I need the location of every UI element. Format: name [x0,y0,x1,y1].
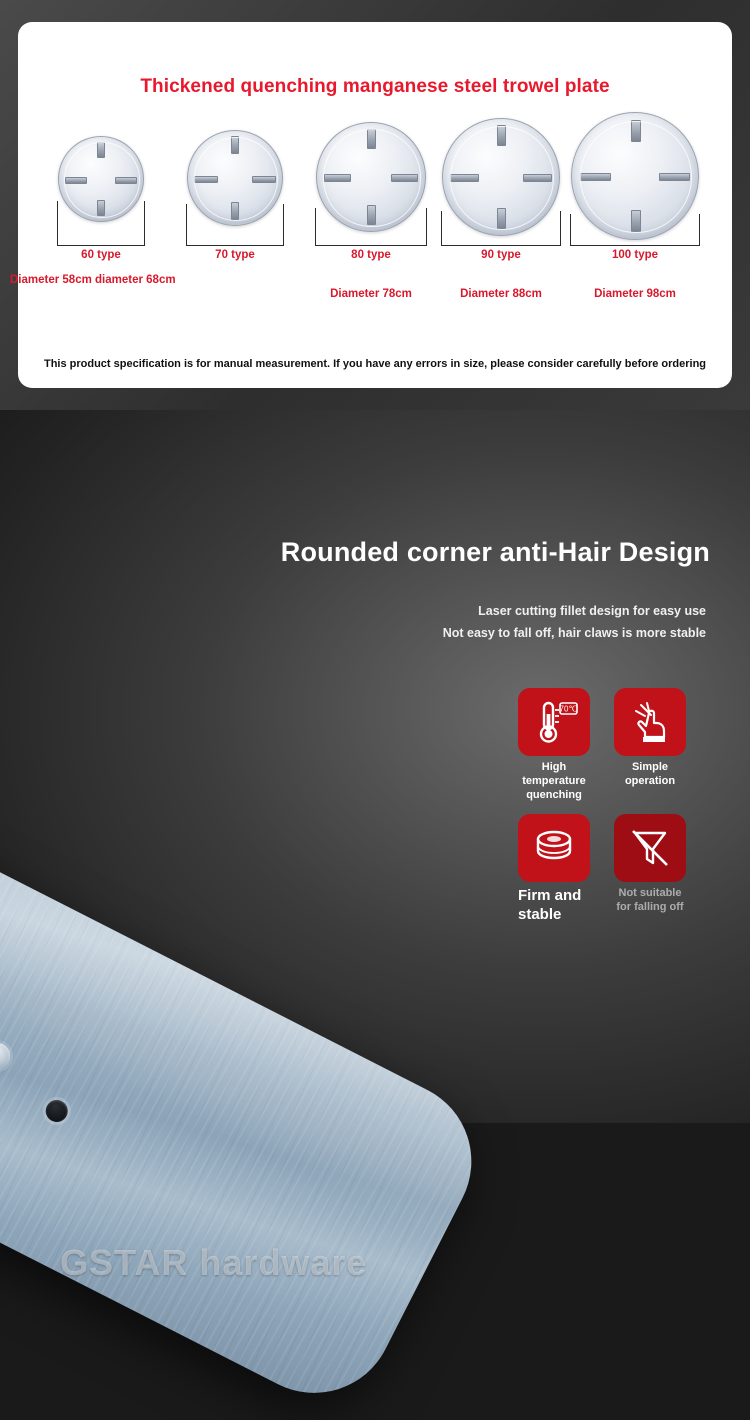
plate-graphic [170,116,300,246]
spec-note: This product specification is for manual measurement. If you have any errors in size, please consider carefully before ordering [43,358,707,371]
plate-label: 60 type [81,249,121,261]
feature-subtitle-2: Not easy to fall off, hair claws is more stable [442,626,706,640]
watermark-text: GSTAR hardware [60,1242,368,1283]
feature-row-top [518,688,718,802]
feature-item [518,688,590,802]
temperature-badge: 70℃ [559,704,578,714]
feature-item [518,814,590,925]
plate-graphic [306,116,436,246]
feature-caption: Simple operation [624,761,676,787]
plate-graphic [436,116,566,246]
stacked-disc-icon [518,814,590,882]
no-falling-icon [614,814,686,882]
plate-label: 70 type [215,249,255,261]
plate-label: 100 type [611,249,659,261]
plate-label: 80 type [351,249,391,261]
plate-diameter: Diameter 88cm [460,288,542,300]
feature-caption: Firm and stable [518,887,582,923]
feature-section [0,410,750,1283]
hand-tap-icon [614,688,686,756]
feature-heading: Rounded corner anti-Hair Design [280,537,710,567]
feature-row-bottom [518,814,718,925]
plate-graphic [36,116,166,246]
spec-card [10,22,732,388]
feature-caption: High temperature quenching [522,761,586,801]
feature-subtitle-1: Laser cutting fillet design for easy use [478,604,706,618]
plate-item [306,116,436,301]
spec-section [0,0,750,410]
feature-item [614,688,686,802]
plate-item [436,116,566,301]
plate-item [570,116,700,301]
feature-item [614,814,686,925]
thermometer-icon [518,688,590,756]
spec-title: Thickened quenching manganese steel trowel plate [140,76,610,97]
feature-icon-grid [518,688,718,925]
plate-diameter: Diameter 78cm [330,288,412,300]
plate-label: 90 type [481,249,521,261]
plate-sizes-row [10,116,732,300]
plate-item [170,116,300,273]
plate-item [10,116,176,287]
plate-diameter: Diameter 58cm diameter 68cm [10,274,176,286]
feature-caption: Not suitable for falling off [616,887,684,913]
plate-graphic [570,116,700,246]
plate-diameter: Diameter 98cm [594,288,676,300]
trowel-blade-photo [0,809,499,1420]
